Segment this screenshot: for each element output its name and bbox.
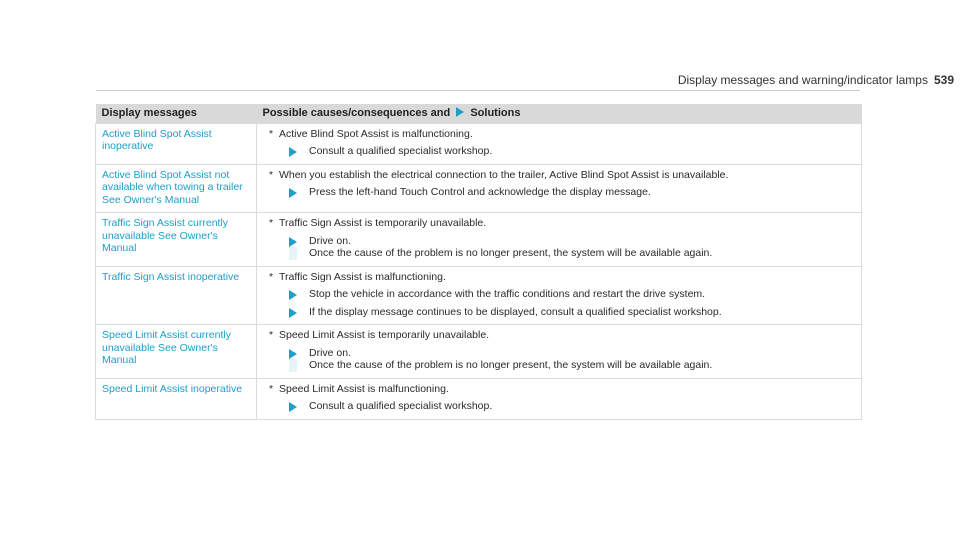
cause-line	[263, 217, 855, 230]
cause-text: When you establish the electrical connection to the trailer, Active Blind Spot Assist is unavailable.	[279, 168, 729, 181]
solution-step	[263, 288, 855, 301]
star-icon: *	[269, 168, 274, 181]
header-divider	[96, 90, 860, 91]
cause-line	[263, 169, 855, 182]
play-arrow-icon	[289, 188, 297, 198]
play-arrow-icon	[289, 237, 297, 247]
star-icon: *	[269, 329, 274, 341]
solution-cell	[257, 123, 862, 164]
solution-step-body	[309, 400, 855, 413]
table-row	[96, 378, 862, 419]
table-row	[96, 266, 862, 325]
column-header-solutions-suffix: Solutions	[470, 107, 521, 119]
table-header-row	[96, 104, 862, 123]
solution-step-body	[309, 145, 855, 158]
solution-step	[263, 347, 855, 372]
table-row	[96, 123, 862, 164]
display-message-text: Active Blind Spot Assist not available when towing a trailer See Owner's Manual	[96, 164, 257, 213]
star-icon: *	[269, 217, 274, 229]
solution-step-body	[309, 186, 855, 199]
solution-step-text: Consult a qualified specialist workshop.	[309, 400, 493, 412]
page-title: Display messages and warning/indicator lamps	[677, 73, 928, 87]
display-message-text: Traffic Sign Assist inoperative	[96, 266, 257, 325]
display-message-text: Traffic Sign Assist currently unavailable See Owner's Manual	[96, 213, 257, 267]
cause-line	[263, 271, 855, 284]
star-icon: *	[269, 382, 274, 395]
solution-cell	[257, 325, 862, 379]
solution-cell	[257, 164, 862, 213]
cause-text: Traffic Sign Assist is malfunctioning.	[279, 270, 446, 283]
page-header	[570, 73, 954, 87]
solution-step	[263, 306, 855, 319]
page-number: 539	[933, 73, 954, 87]
solution-cell	[257, 213, 862, 267]
table-row	[96, 325, 862, 379]
star-icon: *	[269, 270, 274, 283]
play-arrow-icon	[289, 308, 297, 318]
play-arrow-icon	[289, 147, 297, 157]
play-arrow-icon	[289, 290, 297, 300]
solution-step-text: Drive on.	[309, 234, 352, 247]
cause-text: Speed Limit Assist is malfunctioning.	[279, 382, 449, 395]
solution-step-text: Consult a qualified specialist workshop.	[309, 145, 493, 157]
solution-step-text: If the display message continues to be displayed, consult a qualified specialist workshop.	[309, 305, 722, 318]
play-arrow-icon	[289, 349, 297, 359]
solution-cell	[257, 266, 862, 325]
solution-step-body	[309, 306, 855, 319]
solution-step-result: Once the cause of the problem is no longer present, the system will be available again.	[309, 247, 713, 259]
star-icon: *	[269, 127, 274, 140]
display-message-text: Speed Limit Assist currently unavailable See Owner's Manual	[96, 325, 257, 379]
cause-text: Active Blind Spot Assist is malfunctioning.	[279, 127, 473, 140]
cause-text: Traffic Sign Assist is temporarily unavailable.	[279, 217, 487, 229]
solution-step-body	[309, 288, 855, 301]
solution-step-result: Once the cause of the problem is no longer present, the system will be available again.	[309, 359, 713, 371]
cause-text: Speed Limit Assist is temporarily unavailable.	[279, 329, 490, 341]
table-row	[96, 213, 862, 267]
column-header-messages: Display messages	[96, 104, 257, 123]
solution-step	[263, 235, 855, 260]
cause-line	[263, 329, 855, 342]
column-header-solutions	[257, 104, 862, 123]
solution-step-body	[309, 347, 855, 372]
solution-cell	[257, 378, 862, 419]
display-messages-table	[95, 104, 862, 420]
solution-step-text: Stop the vehicle in accordance with the traffic conditions and restart the drive system.	[309, 288, 706, 300]
solution-step	[263, 400, 855, 413]
solution-step	[263, 186, 855, 199]
solution-step-body	[309, 235, 855, 260]
play-arrow-icon	[289, 402, 297, 412]
column-header-solutions-prefix: Possible causes/consequences and	[262, 107, 451, 119]
solution-step	[263, 145, 855, 158]
cause-line	[263, 128, 855, 141]
cause-line	[263, 383, 855, 396]
table-row	[96, 164, 862, 213]
display-message-text: Speed Limit Assist inoperative	[96, 378, 257, 419]
play-arrow-icon	[456, 107, 464, 117]
solution-step-text: Press the left-hand Touch Control and acknowledge the display message.	[309, 186, 651, 198]
solution-step-text: Drive on.	[309, 346, 352, 359]
display-message-text: Active Blind Spot Assist inoperative	[96, 123, 257, 164]
